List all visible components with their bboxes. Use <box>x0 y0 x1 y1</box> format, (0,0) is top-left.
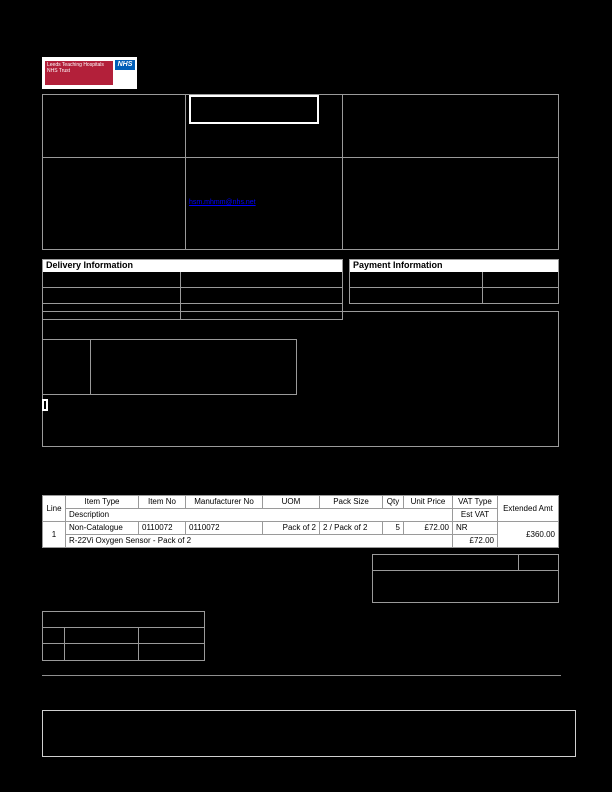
approval-row-line-1 <box>42 627 205 628</box>
totals-box <box>372 554 559 603</box>
trust-name-logo-text: Leeds Teaching Hospitals NHS Trust <box>45 61 113 85</box>
col-header-manufacturer-no: Manufacturer No <box>186 496 263 509</box>
approval-col-line-1 <box>64 627 65 660</box>
col-header-est-vat: Est VAT <box>453 509 498 522</box>
order-items-table <box>42 495 559 548</box>
row-vat-type: NR <box>453 522 498 535</box>
col-header-description: Description <box>66 509 453 522</box>
instructions-box <box>42 339 297 395</box>
nhs-logo-badge: NHS <box>115 60 135 70</box>
contact-email-link[interactable]: hsm.mhmm@nhs.net <box>189 199 256 206</box>
col-header-extended-amt: Extended Amt <box>498 496 559 522</box>
delivery-row-line-2 <box>42 303 343 304</box>
row-est-vat: £72.00 <box>453 535 498 548</box>
col-header-item-type: Item Type <box>66 496 139 509</box>
delivery-info-title: Delivery Information <box>46 260 134 270</box>
payment-info-header <box>350 260 558 272</box>
row-item-type: Non-Catalogue <box>66 522 139 535</box>
table-row <box>43 522 559 535</box>
totals-col-line <box>518 554 519 570</box>
row-extended-amt: £360.00 <box>498 522 559 548</box>
approval-row-line-2 <box>42 643 205 644</box>
table-header-row <box>43 496 559 509</box>
col-header-qty: Qty <box>383 496 404 509</box>
col-header-item-no: Item No <box>139 496 186 509</box>
approval-table <box>42 611 205 661</box>
footer-terms-box <box>42 710 576 757</box>
address-divider-2 <box>342 94 343 250</box>
totals-row-line <box>372 570 559 571</box>
col-header-uom: UOM <box>263 496 320 509</box>
address-divider-h <box>42 157 559 158</box>
nhs-trust-logo <box>42 57 137 89</box>
row-description: R-22Vi Oxygen Sensor - Pack of 2 <box>66 535 453 548</box>
row-manufacturer-no: 0110072 <box>186 522 263 535</box>
delivery-info-header <box>43 260 342 272</box>
col-header-unit-price: Unit Price <box>404 496 453 509</box>
col-header-pack-size: Pack Size <box>320 496 383 509</box>
checkbox[interactable] <box>42 399 48 411</box>
payment-info-title: Payment Information <box>353 260 443 270</box>
delivery-row-line-1 <box>42 287 343 288</box>
table-subheader-row <box>43 509 559 522</box>
row-pack-size: 2 / Pack of 2 <box>320 522 383 535</box>
row-uom: Pack of 2 <box>263 522 320 535</box>
order-number-box <box>189 95 319 124</box>
payment-col-line <box>482 272 483 303</box>
instructions-divider <box>90 339 91 395</box>
col-header-vat-type: VAT Type <box>453 496 498 509</box>
row-unit-price: £72.00 <box>404 522 453 535</box>
row-item-no: 0110072 <box>139 522 186 535</box>
approval-col-line-2 <box>138 627 139 660</box>
section-separator <box>42 675 561 676</box>
payment-row-line-1 <box>349 287 559 288</box>
address-divider-1 <box>185 94 186 250</box>
row-qty: 5 <box>383 522 404 535</box>
table-row-description <box>43 535 559 548</box>
col-header-line: Line <box>43 496 66 522</box>
row-line-number: 1 <box>43 522 66 548</box>
